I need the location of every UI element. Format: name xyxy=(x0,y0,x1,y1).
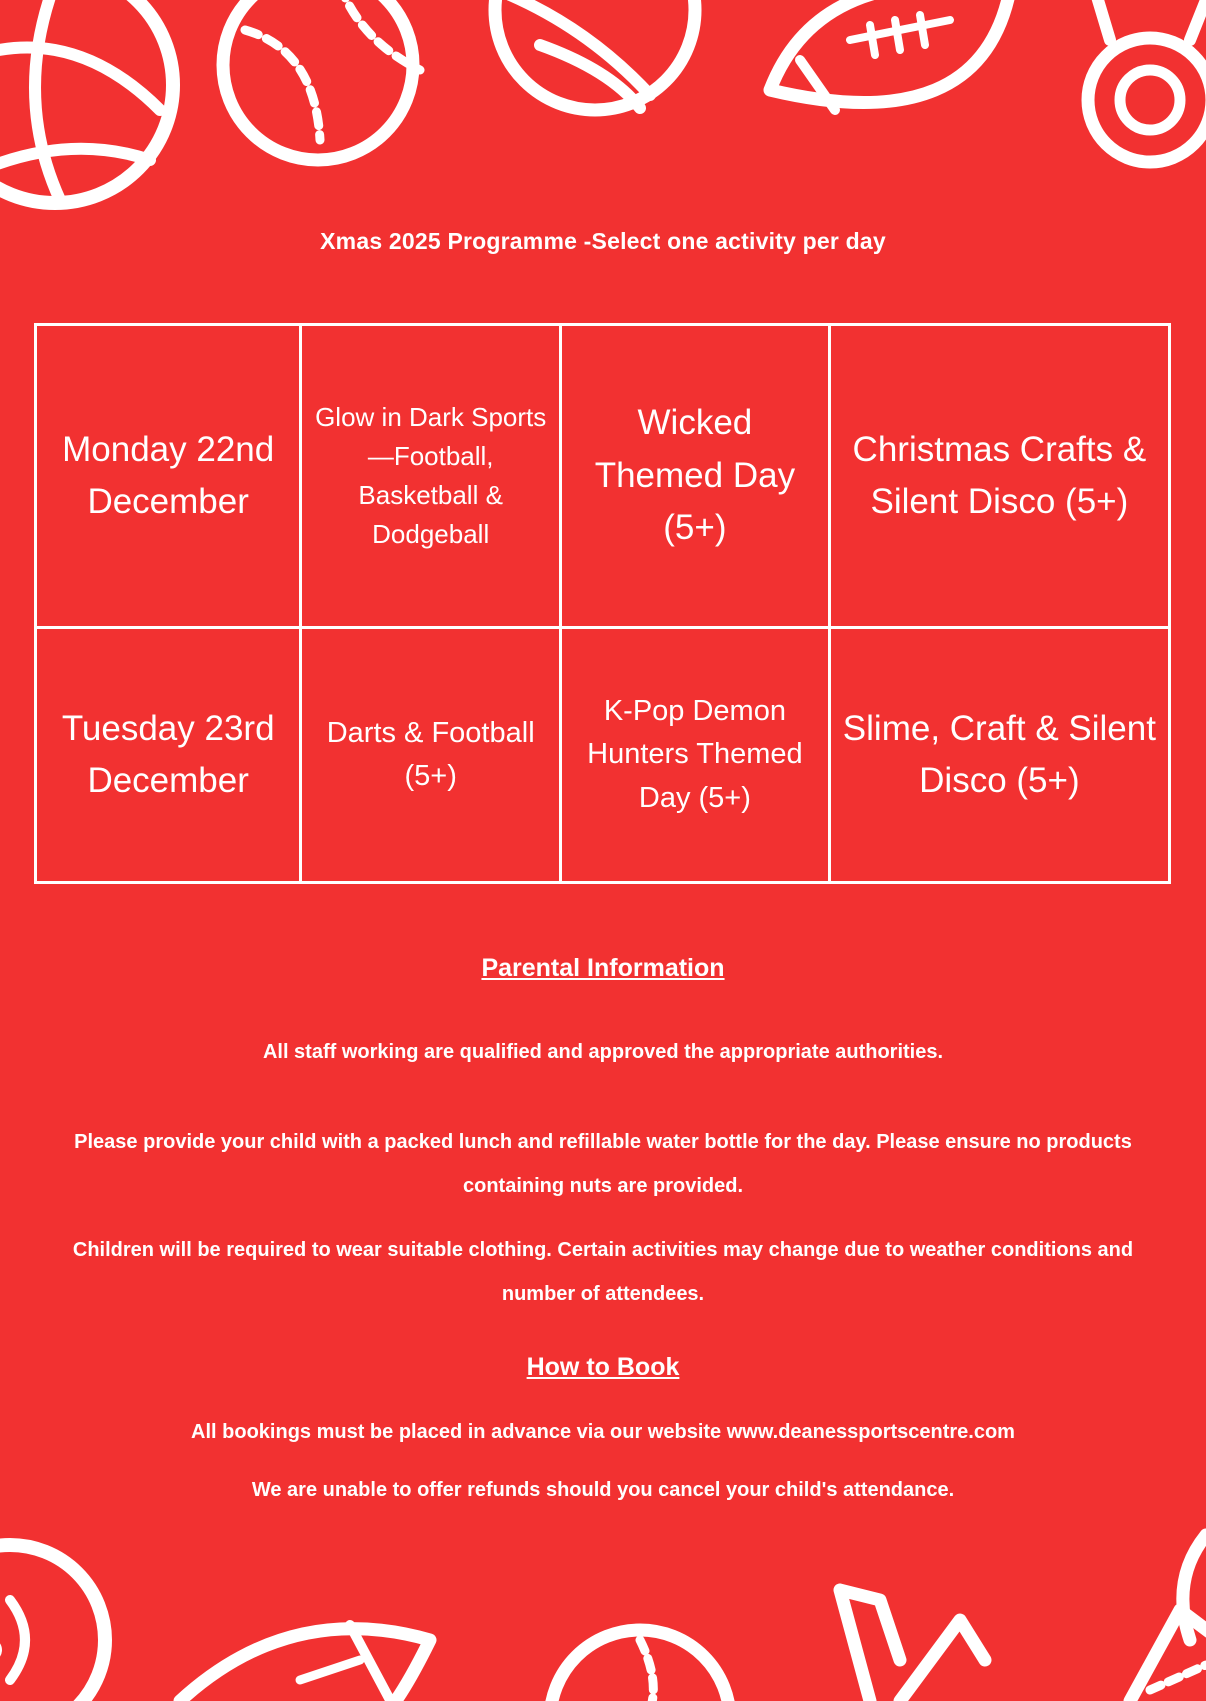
ribbon-icon xyxy=(840,1590,985,1701)
booking-paragraph: We are unable to offer refunds should you cancel your child's attendance. xyxy=(251,1479,955,1501)
table-row xyxy=(36,628,1170,883)
parental-paragraph: Please provide your child with a packed lunch and refillable water bottle for the day. Please ensure no products containing nuts are provided. xyxy=(74,1131,1132,1197)
activity-cell: Slime, Craft & Silent Disco (5+) xyxy=(829,628,1169,883)
parental-information-heading: Parental Information xyxy=(481,954,725,982)
programme-title: Xmas 2025 Programme -Select one activity per day xyxy=(320,228,886,254)
bowling-ball-icon xyxy=(0,1545,105,1701)
activity-cell: Glow in Dark Sports—Football, Basketball & Dodgeball xyxy=(301,325,561,628)
day-cell: Monday 22nd December xyxy=(36,325,301,628)
volleyball-icon xyxy=(495,0,695,110)
activity-schedule-table xyxy=(34,323,1171,884)
table-row xyxy=(36,325,1170,628)
activity-cell: Darts & Football (5+) xyxy=(301,628,561,883)
basketball-icon xyxy=(0,0,173,203)
activity-cell: Wicked Themed Day (5+) xyxy=(561,325,830,628)
how-to-book-heading: How to Book xyxy=(526,1353,680,1381)
baseball-icon xyxy=(223,0,420,160)
activity-cell: Christmas Crafts & Silent Disco (5+) xyxy=(829,325,1169,628)
parental-paragraph: Children will be required to wear suitable clothing. Certain activities may change due to weather conditions and number of attendees. xyxy=(72,1239,1134,1305)
stopwatch-icon xyxy=(1130,1535,1206,1701)
day-cell: Tuesday 23rd December xyxy=(36,628,301,883)
parental-paragraph: All staff working are qualified and approved the appropriate authorities. xyxy=(262,1041,944,1063)
medal-icon xyxy=(1088,0,1206,162)
rugby-ball-icon xyxy=(180,1625,430,1701)
baseball-icon xyxy=(550,1630,730,1701)
booking-paragraph: All bookings must be placed in advance via our website www.deanessportscentre.com xyxy=(191,1421,1015,1443)
activity-cell: K-Pop Demon Hunters Themed Day (5+) xyxy=(561,628,830,883)
rugby-ball-icon xyxy=(770,0,1010,110)
